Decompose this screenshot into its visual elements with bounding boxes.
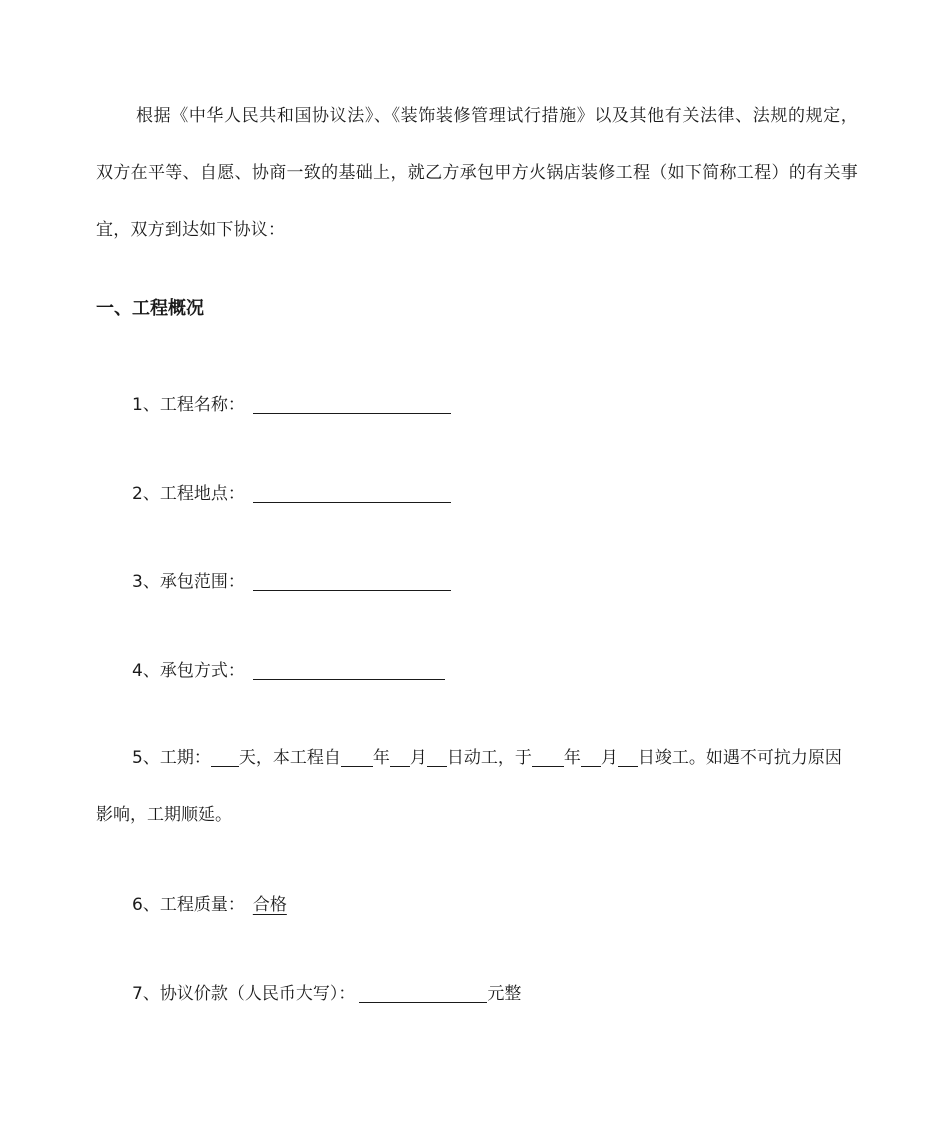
item-contract-price [132,979,521,1009]
start-month-text: 月 [409,748,427,768]
end-month-text: 月 [600,748,618,768]
end-day-blank [618,746,638,767]
project-quality-value: 合格 [252,895,287,915]
item-contract-method-label: 4、承包方式： [132,661,245,681]
contract-scope-blank [253,570,451,591]
item-contract-price-label: 7、协议价款（人民币大写）： [132,984,356,1004]
project-name-blank [253,393,451,414]
period-text-start: 天，本工程自 [238,748,341,768]
end-year-text: 年 [563,748,581,768]
item-project-location-label: 2、工程地点： [132,484,245,504]
item-project-name-label: 1、工程名称： [132,395,245,415]
period-text-end: 日竣工。如遇不可抗力原因影响，工期顺延。 [96,748,842,825]
days-blank [211,746,239,767]
item-project-name [132,390,451,420]
item-contract-method [132,656,445,686]
item-project-quality-label: 6、工程质量： [132,895,245,915]
end-year-blank [532,746,564,767]
item-contract-scope-label: 3、承包范围： [132,572,245,592]
item-contract-scope [132,567,451,597]
start-month-blank [390,746,410,767]
start-year-text: 年 [372,748,390,768]
intro-paragraph: 根据《中华人民共和国协议法》、《装饰装修管理试行措施》以及其他有关法律、法规的规定，双方在平等、自愿、协商一致的基础上，就乙方承包甲方火锅店装修工程（如下简称工程）的有关事宜，双方到达如下协议： [96,106,858,240]
section-heading-project-overview: 一、工程概况 [96,298,204,319]
end-month-blank [581,746,601,767]
item-project-location [132,479,451,509]
contract-price-blank [359,982,487,1003]
project-location-blank [253,482,451,503]
item-construction-period [96,730,858,844]
start-year-blank [341,746,373,767]
contract-price-suffix: 元整 [487,984,522,1004]
start-day-text: 日动工，于 [446,748,532,768]
contract-method-blank [253,659,445,680]
item-project-quality [132,890,293,920]
period-label: 5、工期： [132,748,211,768]
start-day-blank [427,746,447,767]
